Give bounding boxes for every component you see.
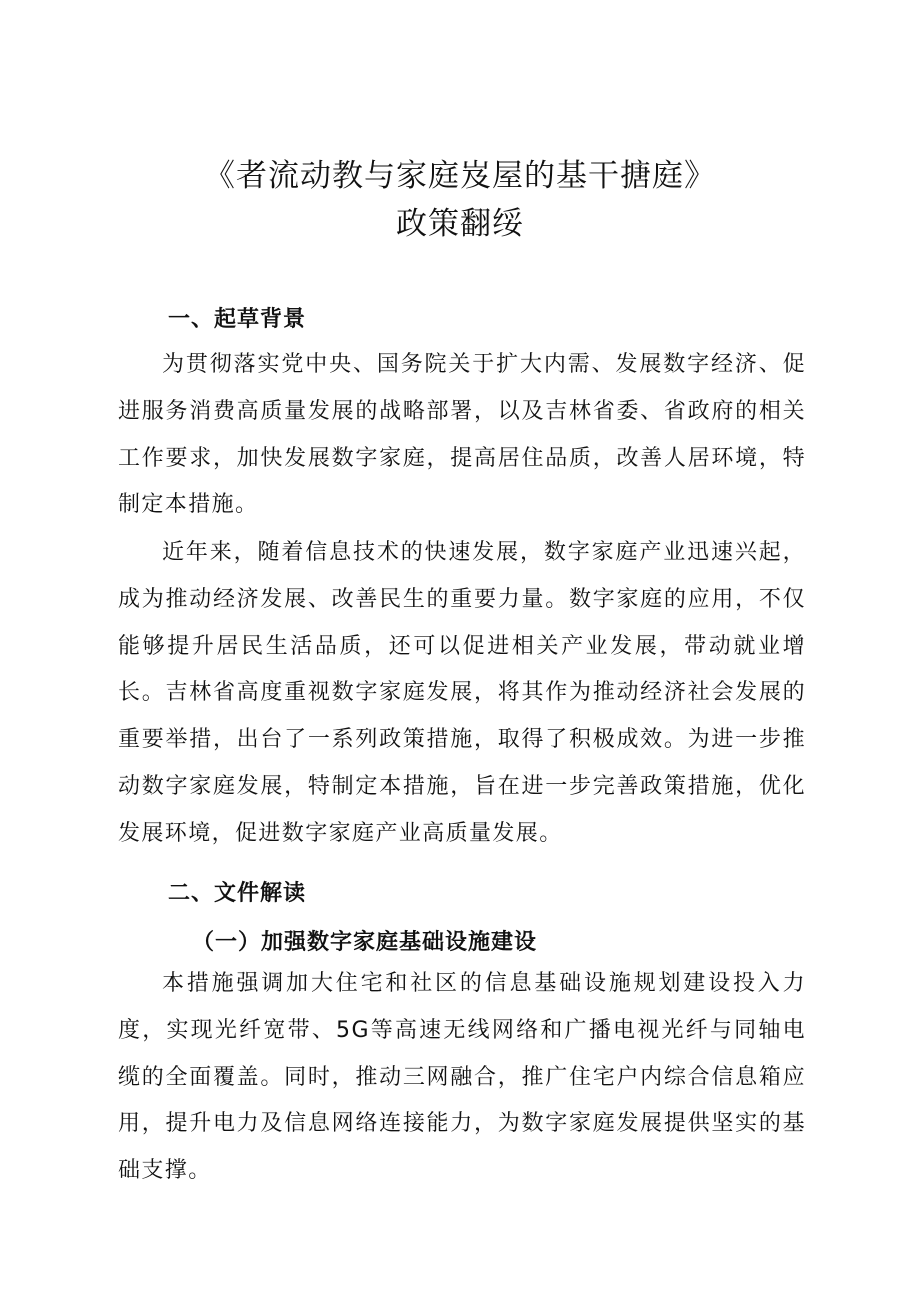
- section-heading-interpretation: 二、文件解读: [168, 881, 307, 906]
- document-subtitle: 政策翻绥: [396, 206, 524, 242]
- paragraph-infrastructure: 本措施强调加大住宅和社区的信息基础设施规划建设投入力度，实现光纤宽带、5G等高速无线网络和广播电视光纤与同轴电缆的全面覆盖。同时，推动三网融合，推广住宅户内综合信息箱应用，提升电力及信息网络连接能力，为数字家庭发展提供坚实的基础支撑。: [118, 971, 806, 1184]
- paragraph-background-1: 为贯彻落实党中央、国务院关于扩大内需、发展数字经济、促进服务消费高质量发展的战略部署，以及吉林省委、省政府的相关工作要求，加快发展数字家庭，提高居住品质，改善人居环境，特制定本措施。: [118, 352, 806, 518]
- subsection-heading-infrastructure: （一）加强数字家庭基础设施建设: [192, 930, 538, 955]
- section-heading-background: 一、起草背景: [168, 307, 307, 332]
- document-title: 《者流动教与家庭岌屋的基干搪庭》: [204, 158, 716, 194]
- paragraph-background-2: 近年来，随着信息技术的快速发展，数字家庭产业迅速兴起，成为推动经济发展、改善民生的重要力量。数字家庭的应用，不仅能够提升居民生活品质，还可以促进相关产业发展，带动就业增长。吉林省高度重视数字家庭发展，将其作为推动经济社会发展的重要举措，出台了一系列政策措施，取得了积极成效。为进一步推动数字家庭发展，特制定本措施，旨在进一步完善政策措施，优化发展环境，促进数字家庭产业高质量发展。: [118, 540, 806, 846]
